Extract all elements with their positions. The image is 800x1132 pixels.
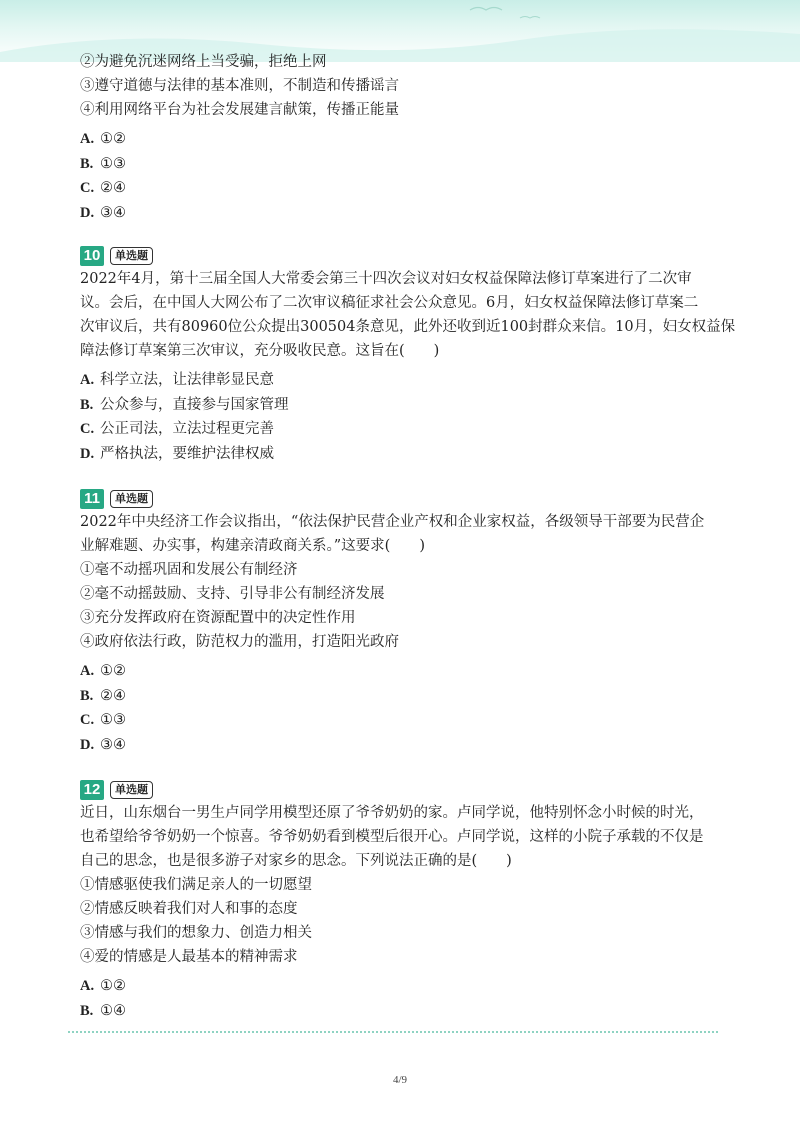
option-text: ①②: [100, 131, 126, 147]
option-item: [80, 393, 720, 418]
option-letter: A.: [80, 131, 95, 147]
option-item: [80, 733, 720, 758]
question-stem-line: 自己的思念，也是很多游子对家乡的思念。下列说法正确的是( ): [80, 853, 512, 869]
question-stem-line: 议。会后，在中国人大网公布了二次审议稿征求社会公众意见。6月，妇女权益保障法修订草案二: [80, 295, 699, 311]
option-list: [80, 659, 720, 757]
question-stem-line: 近日，山东烟台一男生卢同学用模型还原了爷爷奶奶的家。卢同学说，他特别怀念小时候的时光，: [80, 805, 704, 821]
option-list: [80, 974, 720, 1023]
question-stem-line: 业解难题、办实事，构建亲清政商关系。”这要求( ): [80, 538, 425, 554]
option-text: ②④: [100, 180, 126, 196]
option-item: [80, 201, 720, 226]
option-item: [80, 708, 720, 733]
option-letter: C.: [80, 421, 95, 437]
option-item: [80, 417, 720, 442]
question-number-badge: 10: [80, 246, 104, 266]
option-letter: B.: [80, 687, 94, 704]
question-type-tag: 单选题: [110, 781, 153, 799]
question-stem-line: 障法修订草案第三次审议，充分吸收民意。这旨在( ): [80, 343, 440, 359]
question-number-badge: 11: [80, 489, 104, 509]
option-text: ①②: [100, 978, 126, 994]
option-letter: B.: [80, 155, 94, 172]
option-item: [80, 659, 720, 684]
option-item: [80, 152, 720, 177]
question-stem-line: 2022年中央经济工作会议指出，“依法保护民营企业产权和企业家权益，各级领导干部要为民营企: [80, 514, 705, 530]
option-letter: D.: [80, 445, 95, 462]
statement-item: ②情感反映着我们对人和事的态度: [80, 901, 298, 917]
option-text: 科学立法，让法律彰显民意: [100, 372, 274, 388]
option-text: ①④: [100, 1002, 126, 1019]
option-text: 严格执法，要维护法律权威: [100, 445, 274, 462]
question-header: [80, 488, 720, 510]
option-item: [80, 999, 720, 1024]
option-text: ②④: [100, 687, 126, 704]
option-item: [80, 684, 720, 709]
option-letter: C.: [80, 180, 95, 196]
option-letter: B.: [80, 396, 94, 413]
option-text: ①③: [100, 712, 126, 728]
question-stem-line: 次审议后，共有80960位公众提出300504条意见，此外还收到近100封群众来信。10月，妇女权益保: [80, 319, 736, 335]
question-number-badge: 12: [80, 780, 104, 800]
statement-item: ②毫不动摇鼓励、支持、引导非公有制经济发展: [80, 586, 385, 602]
statement-item: ①情感驱使我们满足亲人的一切愿望: [80, 877, 312, 893]
section-divider: [68, 1031, 718, 1035]
option-list: [80, 368, 720, 466]
question-stem-line: 也希望给爷爷奶奶一个惊喜。爷爷奶奶看到模型后很开心。卢同学说，这样的小院子承载的不仅是: [80, 829, 704, 845]
option-letter: A.: [80, 372, 95, 388]
option-letter: A.: [80, 978, 95, 994]
statement-item: ④利用网络平台为社会发展建言献策，传播正能量: [80, 102, 399, 118]
question-type-tag: 单选题: [110, 247, 153, 265]
question-11: [80, 488, 720, 757]
option-letter: D.: [80, 204, 95, 221]
question-10: [80, 245, 736, 466]
option-text: ③④: [100, 736, 126, 753]
page-number: 4/9: [392, 1074, 408, 1086]
option-item: [80, 176, 720, 201]
option-text: ①③: [100, 155, 126, 172]
option-letter: D.: [80, 736, 95, 753]
option-letter: A.: [80, 663, 95, 679]
question-9-tail: [80, 50, 720, 225]
question-stem-line: 2022年4月，第十三届全国人大常委会第三十四次会议对妇女权益保障法修订草案进行了二次审: [80, 271, 692, 287]
question-type-tag: 单选题: [110, 490, 153, 508]
option-item: [80, 974, 720, 999]
option-text: ③④: [100, 204, 126, 221]
option-item: [80, 127, 720, 152]
statement-item: ③情感与我们的想象力、创造力相关: [80, 925, 312, 941]
statement-item: ④政府依法行政，防范权力的滥用，打造阳光政府: [80, 634, 399, 650]
statement-item: ③遵守道德与法律的基本准则，不制造和传播谣言: [80, 78, 399, 94]
option-letter: B.: [80, 1002, 94, 1019]
statement-item: ④爱的情感是人最基本的精神需求: [80, 949, 298, 965]
bird-icon: [470, 8, 502, 11]
question-12: [80, 779, 720, 1023]
option-text: 公众参与，直接参与国家管理: [100, 396, 289, 413]
option-text: 公正司法，立法过程更完善: [100, 421, 274, 437]
statement-item: ①毫不动摇巩固和发展公有制经济: [80, 562, 298, 578]
statement-item: ②为避免沉迷网络上当受骗，拒绝上网: [80, 54, 327, 70]
question-header: [80, 245, 720, 267]
question-header: [80, 779, 720, 801]
option-text: ①②: [100, 663, 126, 679]
option-item: [80, 442, 720, 467]
bird-icon: [520, 17, 540, 19]
page-content: [80, 50, 736, 1023]
option-letter: C.: [80, 712, 95, 728]
option-list: [80, 127, 720, 225]
option-item: [80, 368, 720, 393]
statement-item: ③充分发挥政府在资源配置中的决定性作用: [80, 610, 356, 626]
